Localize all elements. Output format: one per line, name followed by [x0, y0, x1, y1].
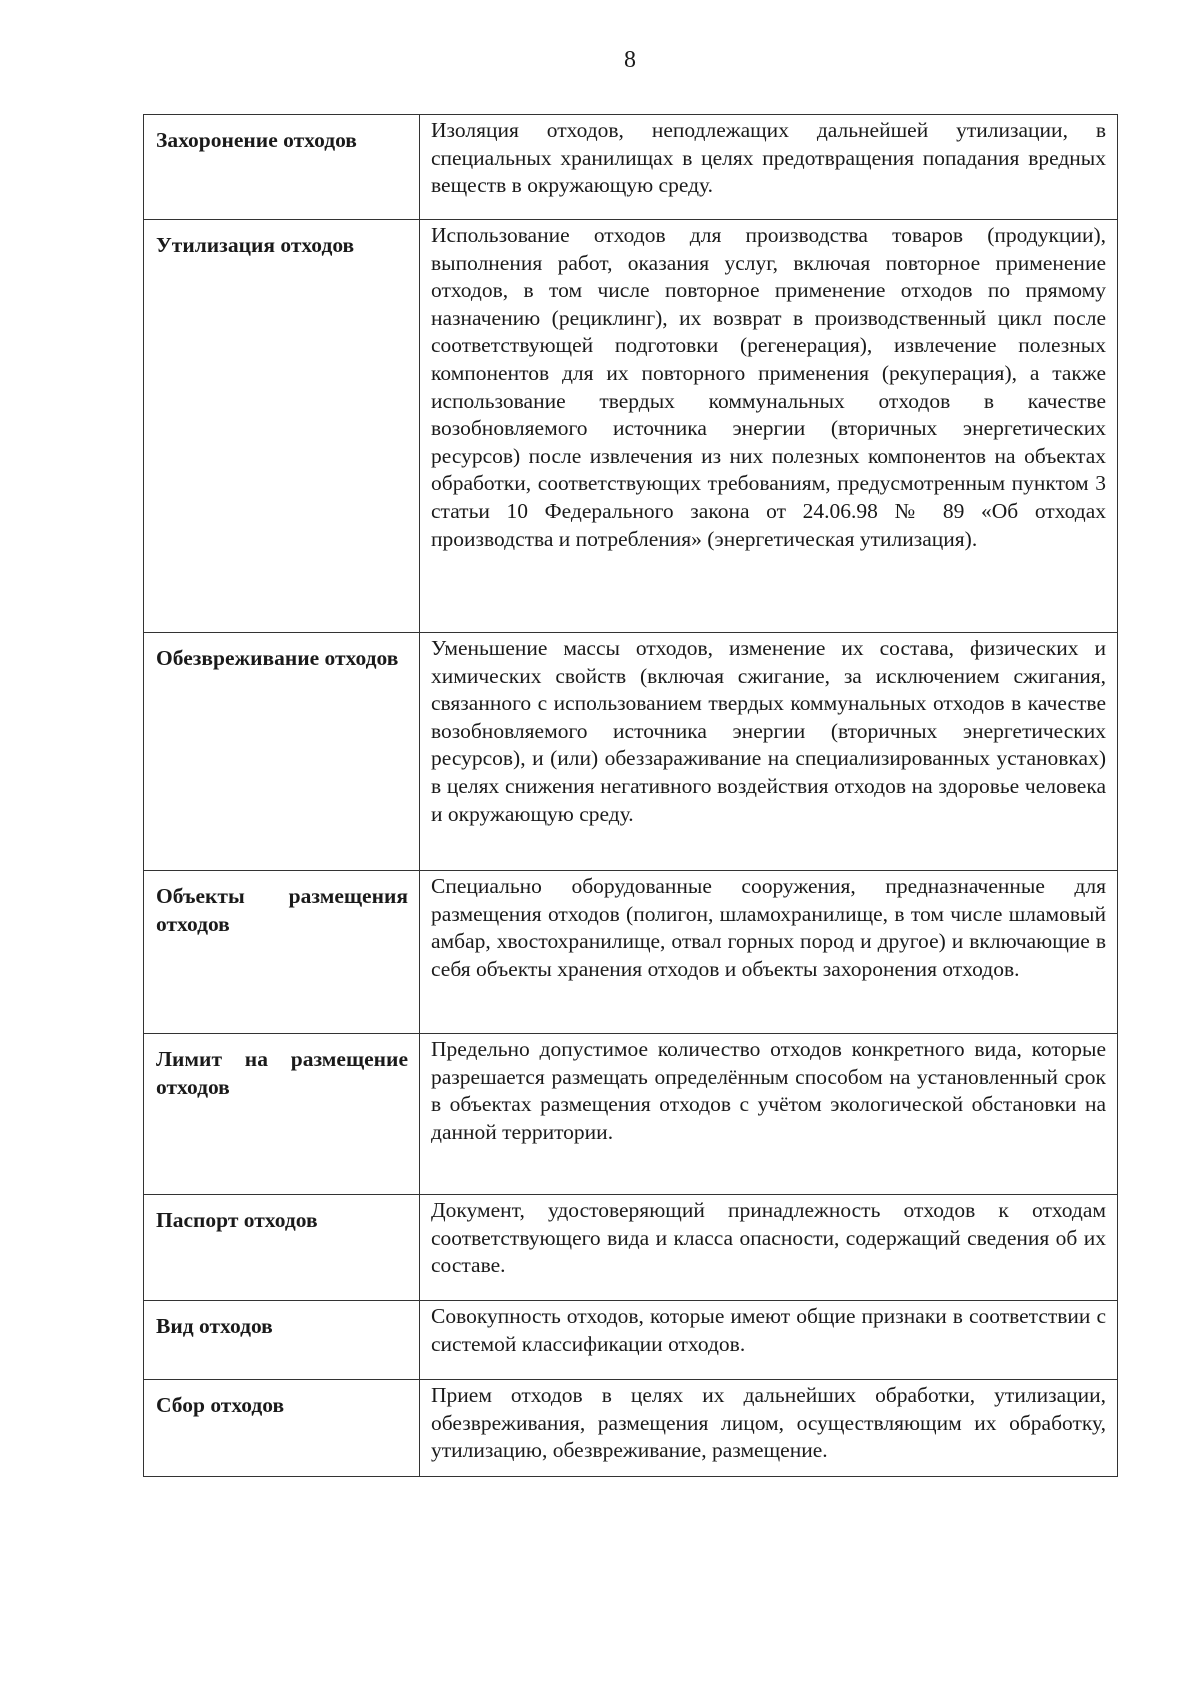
definition-cell: Специально оборудованные сооружения, предназначенные для размещения отходов (полигон, шламохранилище, в том числе шламовый амбар, хвостохранилище, отвал горных пород и другое) и включающие в себя объекты хранения отходов и объекты захоронения отходов.	[420, 871, 1118, 1034]
terms-table	[143, 114, 1118, 1477]
table-row	[144, 871, 1118, 1034]
definition-cell: Совокупность отходов, которые имеют общие признаки в соответствии с системой классификации отходов.	[420, 1301, 1118, 1380]
term-cell: Утилизация отходов	[144, 220, 420, 633]
definition-cell: Документ, удостоверяющий принадлежность отходов к отходам соответствующего вида и класса опасности, содержащий сведения об их составе.	[420, 1195, 1118, 1301]
term-cell: Объекты размещения отходов	[144, 871, 420, 1034]
table-row	[144, 1195, 1118, 1301]
definition-cell: Предельно допустимое количество отходов конкретного вида, которые разрешается размещать определённым способом на установленный срок в объектах размещения отходов с учётом экологической обстановки на данной территории.	[420, 1034, 1118, 1195]
table-row	[144, 633, 1118, 871]
page-number: 8	[624, 47, 636, 73]
definition-cell: Изоляция отходов, неподлежащих дальнейшей утилизации, в специальных хранилищах в целях предотвращения попадания вредных веществ в окружающую среду.	[420, 115, 1118, 220]
table-row	[144, 115, 1118, 220]
table-row	[144, 220, 1118, 633]
definition-cell: Прием отходов в целях их дальнейших обработки, утилизации, обезвреживания, размещения лицом, осуществляющим их обработку, утилизацию, обезвреживание, размещение.	[420, 1380, 1118, 1477]
definition-cell: Уменьшение массы отходов, изменение их состава, физических и химических свойств (включая сжигание, за исключением сжигания, связанного с использованием твердых коммунальных отходов в качестве возобновляемого источника энергии (вторичных энергетических ресурсов), и (или) обеззараживание на специализированных установках) в целях снижения негативного воздействия отходов на здоровье человека и окружающую среду.	[420, 633, 1118, 871]
table-row	[144, 1380, 1118, 1477]
term-cell: Паспорт отходов	[144, 1195, 420, 1301]
term-cell: Обезвреживание отходов	[144, 633, 420, 871]
table-row	[144, 1301, 1118, 1380]
definition-cell: Использование отходов для производства товаров (продукции), выполнения работ, оказания услуг, включая повторное применение отходов, в том числе повторное применение отходов по прямому назначению (рециклинг), их возврат в производственный цикл после соответствующей подготовки (регенерация), извлечение полезных компонентов для их повторного применения (рекуперация), а также использование твердых коммунальных отходов в качестве возобновляемого источника энергии (вторичных энергетических ресурсов) после извлечения из них полезных компонентов на объектах обработки, соответствующих требованиям, предусмотренным пунктом 3 статьи 10 Федерального закона от 24.06.98 № 89 «Об отходах производства и потребления» (энергетическая утилизация).	[420, 220, 1118, 633]
term-cell: Сбор отходов	[144, 1380, 420, 1477]
term-cell: Захоронение отходов	[144, 115, 420, 220]
table-row	[144, 1034, 1118, 1195]
term-cell: Вид отходов	[144, 1301, 420, 1380]
term-cell: Лимит на размещение отходов	[144, 1034, 420, 1195]
